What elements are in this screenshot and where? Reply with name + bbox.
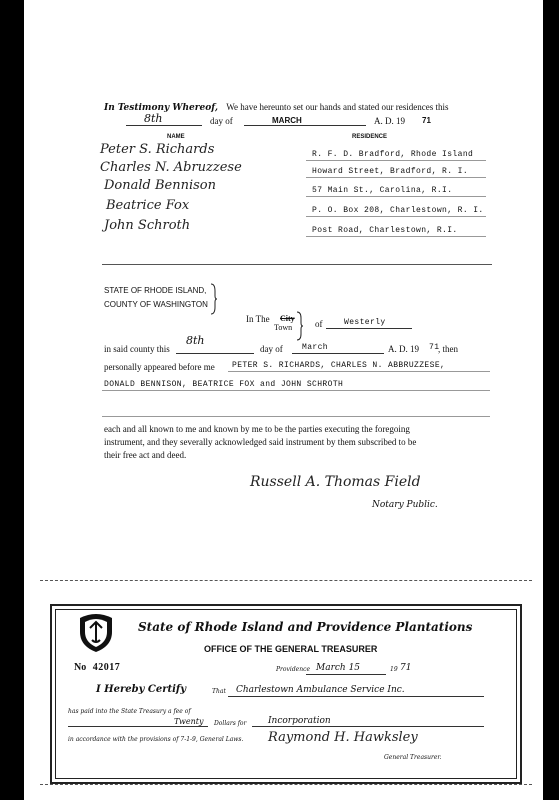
that-label: That bbox=[212, 688, 226, 695]
town-label: Town bbox=[274, 323, 293, 332]
fee-underline bbox=[68, 726, 208, 727]
notary-ad-label: A. D. 19 bbox=[388, 344, 419, 354]
paragraph-line-3: their free act and deed. bbox=[104, 450, 187, 460]
certify-heading: I Hereby Certify bbox=[96, 684, 187, 695]
treasurer-label: General Treasurer. bbox=[384, 754, 442, 761]
tear-line bbox=[40, 580, 532, 581]
certificate-date: March 15 bbox=[316, 663, 361, 673]
year-prefix: 19 bbox=[390, 666, 398, 673]
town-brace bbox=[296, 311, 304, 341]
number-value: 42017 bbox=[92, 662, 121, 673]
section-divider bbox=[102, 264, 492, 265]
signature-row-5: John Schroth bbox=[104, 218, 191, 233]
date-underline bbox=[306, 674, 386, 675]
residence-line-2 bbox=[306, 177, 486, 178]
of-label: of bbox=[315, 319, 323, 329]
testimony-heading: In Testimony Whereof, bbox=[104, 103, 219, 113]
document-page bbox=[24, 0, 543, 800]
month-underline bbox=[244, 125, 366, 126]
residence-row-3: 57 Main St., Carolina, R.I. bbox=[312, 186, 453, 195]
signature-row-4: Beatrice Fox bbox=[106, 198, 190, 213]
residence-line-4 bbox=[306, 216, 486, 217]
notary-day-underline bbox=[176, 353, 254, 354]
notary-month: March bbox=[302, 343, 329, 352]
certificate-number bbox=[74, 662, 120, 673]
notary-county: COUNTY OF WASHINGTON bbox=[104, 300, 208, 309]
signature-row-1: Peter S. Richards bbox=[100, 142, 215, 157]
ad-label: A. D. 19 bbox=[374, 116, 405, 126]
names-underline-3 bbox=[102, 416, 490, 417]
appeared-label: personally appeared before me bbox=[104, 362, 215, 372]
providence-label: Providence bbox=[276, 666, 310, 673]
residence-row-1: R. F. D. Bradford, Rhode Island bbox=[312, 150, 474, 159]
signature-row-2: Charles N. Abruzzese bbox=[100, 160, 242, 175]
certificate-title: State of Rhode Island and Providence Plantations bbox=[138, 620, 473, 634]
notary-signature: Russell A. Thomas Field bbox=[250, 474, 421, 490]
certificate-fee: Twenty bbox=[174, 717, 204, 726]
dollars-for-label: Dollars for bbox=[214, 720, 247, 727]
town-underline bbox=[326, 328, 412, 329]
day-underline bbox=[126, 125, 202, 126]
notary-month-underline bbox=[292, 353, 384, 354]
names-line-1: PETER S. RICHARDS, CHARLES N. ABBRUZZESE, bbox=[232, 361, 446, 370]
city-label: City bbox=[280, 314, 295, 323]
residence-line-3 bbox=[306, 196, 486, 197]
notary-town-name: Westerly bbox=[344, 318, 386, 327]
payee-underline bbox=[228, 696, 484, 697]
notary-day-of-label: day of bbox=[260, 344, 283, 354]
notary-public-label: Notary Public. bbox=[372, 500, 438, 510]
treasurer-office: OFFICE OF THE GENERAL TREASURER bbox=[204, 644, 378, 654]
names-line-2: DONALD BENNISON, BEATRICE FOX and JOHN SCHROTH bbox=[104, 380, 344, 389]
state-seal-icon bbox=[76, 610, 116, 654]
notary-state: STATE OF RHODE ISLAND, bbox=[104, 286, 207, 295]
testimony-year: 71 bbox=[422, 116, 431, 125]
purpose-underline bbox=[252, 726, 484, 727]
names-underline-1 bbox=[228, 371, 490, 372]
day-of-label: day of bbox=[210, 116, 233, 126]
certificate-payee: Charlestown Ambulance Service Inc. bbox=[236, 685, 405, 695]
paragraph-line-1: each and all known to me and known by me to be the parties executing the foregoing bbox=[104, 424, 410, 434]
residence-line-1 bbox=[306, 160, 486, 161]
number-label: No bbox=[74, 662, 87, 673]
in-the-label: In The bbox=[246, 314, 270, 324]
testimony-text: We have hereunto set our hands and stated our residences this bbox=[226, 102, 449, 112]
signature-row-3: Donald Bennison bbox=[104, 178, 217, 193]
certificate-purpose: Incorporation bbox=[268, 716, 331, 726]
name-header: NAME bbox=[167, 134, 185, 140]
testimony-month: MARCH bbox=[272, 116, 302, 125]
notary-then: , then bbox=[438, 344, 458, 354]
residence-row-4: P. O. Box 208, Charlestown, R. I. bbox=[312, 206, 484, 215]
treasurer-signature: Raymond H. Hawksley bbox=[268, 730, 418, 745]
residence-line-5 bbox=[306, 236, 486, 237]
paragraph-line-2: instrument, and they severally acknowledged said instrument by them subscribed to be bbox=[104, 437, 417, 447]
paid-text: has paid into the State Treasury a fee of bbox=[68, 708, 191, 715]
accordance-text: in accordance with the provisions of 7-1-9, General Laws. bbox=[68, 736, 244, 743]
residence-row-2: Howard Street, Bradford, R. I. bbox=[312, 167, 469, 176]
certificate-year: 71 bbox=[400, 663, 412, 673]
notary-year: 71 bbox=[429, 343, 440, 352]
in-said-county-label: in said county this bbox=[104, 344, 170, 354]
residence-row-5: Post Road, Charlestown, R.I. bbox=[312, 226, 458, 235]
state-brace bbox=[210, 283, 218, 315]
testimony-day: 8th bbox=[144, 112, 163, 125]
notary-day: 8th bbox=[186, 334, 205, 347]
names-underline-2 bbox=[102, 390, 490, 391]
residence-header: RESIDENCE bbox=[352, 134, 388, 140]
bottom-tear-line bbox=[40, 784, 532, 785]
